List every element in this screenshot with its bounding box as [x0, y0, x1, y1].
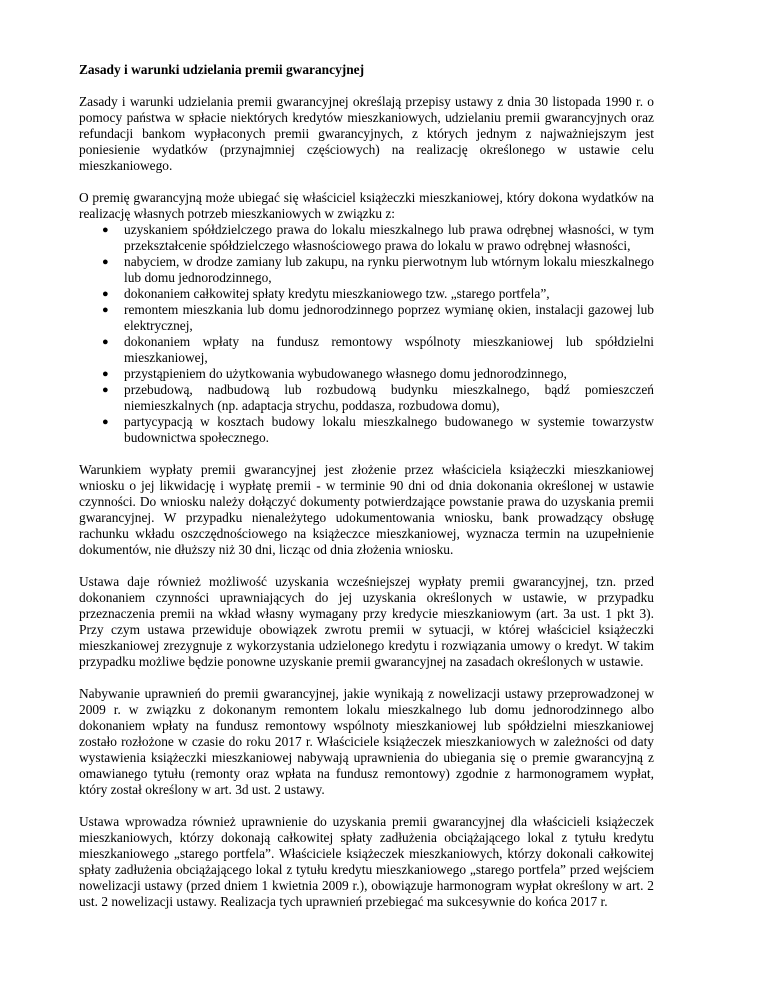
bullet-icon: ●: [102, 416, 109, 428]
list-item: [102, 302, 654, 334]
list-item: [102, 254, 654, 286]
list-item: [102, 366, 654, 382]
list-item: [102, 414, 654, 446]
list-item-text: uzyskaniem spółdzielczego prawa do lokalu mieszkalnego lub prawa odrębnej własności, w tym przekształcenie spółdzielczego własnościowego prawa do lokalu w prawo odrębnej własności,: [124, 222, 654, 253]
list-item-text: przebudową, nadbudową lub rozbudową budynku mieszkalnego, bądź pomieszczeń niemieszkalnych (np. adaptacja strychu, poddasza, rozbudowa domu),: [124, 382, 654, 413]
paragraph-payout-conditions: Warunkiem wypłaty premii gwarancyjnej jest złożenie przez właściciela książeczki mieszkaniowej wniosku o jej likwidację i wypłatę premii - w terminie 90 dni od dnia dokonania określonej w ustawie czynności. Do wniosku należy dołączyć dokumenty potwierdzające powstanie prawa do uzyskania premii gwarancyjnej. W przypadku nienależytego udokumentowania wniosku, bank prowadzący obsługę rachunku wkładu oszczędnościowego na książeczce mieszkaniowej, wyznacza termin na uzupełnienie dokumentów, nie dłuższy niż 30 dni, licząc od dnia złożenia wniosku.: [79, 462, 654, 557]
bullet-icon: ●: [102, 384, 109, 396]
eligibility-list: [79, 222, 654, 446]
list-item: [102, 382, 654, 414]
bullet-icon: ●: [102, 256, 109, 268]
list-item: [102, 286, 654, 302]
paragraph-old-portfolio: Ustawa wprowadza również uprawnienie do uzyskania premii gwarancyjnej dla właścicieli książeczek mieszkaniowych, którzy dokonają całkowitej spłaty zadłużenia obciążającego lokal z tytułu kredytu mieszkaniowego „starego portfela”. Właściciele książeczek mieszkaniowych, którzy dokonali całkowitej spłaty zadłużenia obciążającego lokal z tytułu kredytu mieszkaniowego „starego portfela” przed wejściem nowelizacji ustawy (przed dniem 1 kwietnia 2009 r.), obowiązuje harmonogram wypłat określony w art. 2 ust. 2 nowelizacji ustawy. Realizacja tych uprawnień przebiegać ma sukcesywnie do końca 2017 r.: [79, 814, 654, 909]
list-item-text: remontem mieszkania lub domu jednorodzinnego poprzez wymianę okien, instalacji gazowej lub elektrycznej,: [124, 302, 654, 333]
document-title: Zasady i warunki udzielania premii gwarancyjnej: [79, 62, 365, 77]
list-item-text: dokonaniem całkowitej spłaty kredytu mieszkaniowego tzw. „starego portfela”,: [124, 286, 550, 301]
paragraph-intro: Zasady i warunki udzielania premii gwarancyjnej określają przepisy ustawy z dnia 30 listopada 1990 r. o pomocy państwa w spłacie niektórych kredytów mieszkaniowych, udzielaniu premii gwarancyjnych oraz refundacji bankom wypłaconych premii gwarancyjnych, z których jednym z najważniejszym jest poniesienie wydatków (przynajmniej częściowych) na realizację określonego w ustawie celu mieszkaniowego.: [79, 94, 654, 173]
list-item: [102, 222, 654, 254]
bullet-icon: ●: [102, 336, 109, 348]
paragraph-early-payout: Ustawa daje również możliwość uzyskania wcześniejszej wypłaty premii gwarancyjnej, tzn. przed dokonaniem czynności uprawniających do jej uzyskania określonych w ustawie, w przypadku przeznaczenia premii na wkład własny wymagany przy kredycie mieszkaniowym (art. 3a ust. 1 pkt 3). Przy czym ustawa przewiduje obowiązek zwrotu premii w sytuacji, w której właściciel książeczki mieszkaniowej zrezygnuje z wykorzystania udzielonego kredytu i rozwiązania umowy o kredyt. W takim przypadku możliwe będzie ponowne uzyskanie premii gwarancyjnej na zasadach określonych w ustawie.: [79, 574, 654, 669]
bullet-icon: ●: [102, 304, 109, 316]
paragraph-eligibility: O premię gwarancyjną może ubiegać się właściciel książeczki mieszkaniowej, który dokona wydatków na realizację własnych potrzeb mieszkaniowych w związku z:: [79, 190, 654, 221]
list-item-text: partycypacją w kosztach budowy lokalu mieszkalnego budowanego w systemie towarzystw budownictwa społecznego.: [124, 414, 654, 445]
list-item-text: przystąpieniem do użytkowania wybudowanego własnego domu jednorodzinnego,: [124, 366, 567, 381]
bullet-icon: ●: [102, 368, 109, 380]
list-item-text: nabyciem, w drodze zamiany lub zakupu, na rynku pierwotnym lub wtórnym lokalu mieszkalnego lub domu jednorodzinnego,: [124, 254, 654, 285]
bullet-icon: ●: [102, 288, 109, 300]
list-item-text: dokonaniem wpłaty na fundusz remontowy wspólnoty mieszkaniowej lub spółdzielni mieszkaniowej,: [124, 334, 654, 365]
list-item: [102, 334, 654, 366]
paragraph-2009-amendment: Nabywanie uprawnień do premii gwarancyjnej, jakie wynikają z nowelizacji ustawy przeprowadzonej w 2009 r. w związku z dokonanym remontem lokalu mieszkalnego lub domu jednorodzinnego albo dokonaniem wpłaty na fundusz remontowy wspólnoty mieszkaniowej lub spółdzielni mieszkaniowej zostało rozłożone w czasie do roku 2017 r. Właściciele książeczek mieszkaniowych w zależności od daty wystawienia książeczki mieszkaniowej nabywają uprawnienia do ubiegania się o premie gwarancyjną z omawianego tytułu (remonty oraz wpłata na fundusz remontowy) zgodnie z harmonogramem wypłat, który został określony w art. 3d ust. 2 ustawy.: [79, 686, 654, 797]
bullet-icon: ●: [102, 224, 109, 236]
